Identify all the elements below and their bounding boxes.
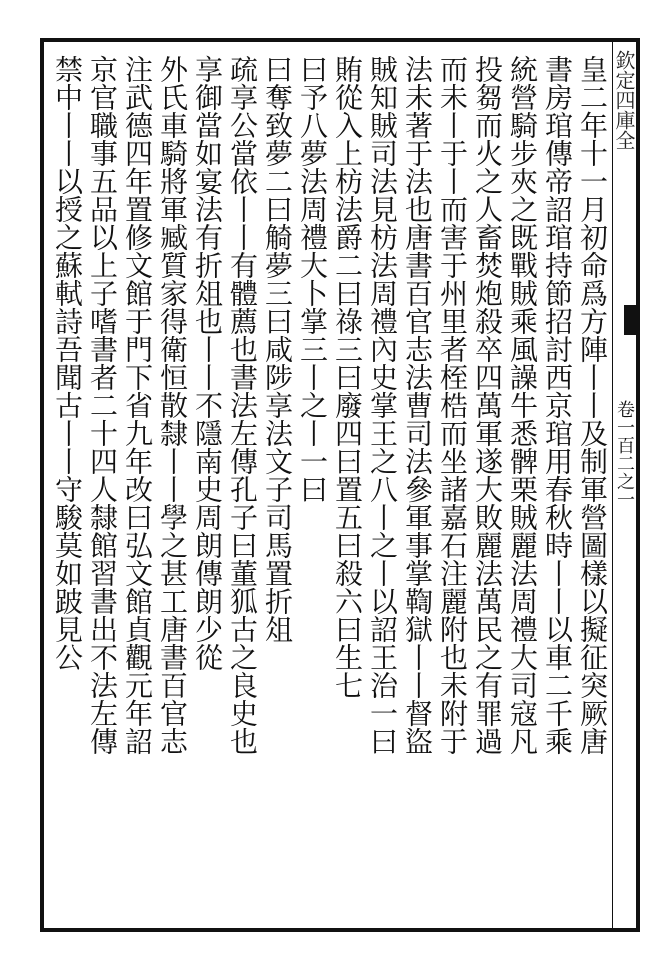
text-column-16: 禁中丨丨以授之蘇軾詩吾聞古丨丨守駿莫如跛見公 bbox=[51, 55, 84, 671]
text-column-13: 外氏車騎將軍臧質家得衛恒散隸丨丨學之甚工唐書百官志 bbox=[156, 55, 189, 755]
text-column-6: 法未著于法也唐書百官志法曹司法參軍事掌鞫獄丨丨督盜 bbox=[401, 55, 434, 755]
frame-left-rule bbox=[40, 38, 44, 932]
text-column-15: 京官職事五品以上子嗜書者二十四人隸館習書出不法左傳 bbox=[86, 55, 119, 755]
text-column-8: 賄從入上枋法爵二曰祿三曰廢四曰置五曰殺六曰生七 bbox=[331, 55, 364, 699]
margin-top-text: 欽定四庫全 bbox=[612, 50, 636, 150]
fishtail-mark bbox=[624, 305, 638, 335]
frame-top-rule bbox=[40, 38, 640, 42]
text-column-3: 統營騎步夾之既戰賊乘風譟牛悉髀栗賊麗法周禮大司寇凡 bbox=[506, 55, 539, 755]
text-column-10: 曰奪致夢二曰觭夢三曰咸陟享法文子司馬置折俎 bbox=[261, 55, 294, 643]
volume-label: 卷一百二之一 bbox=[614, 400, 635, 508]
text-column-2: 書房琯傳帝詔琯持節招討西京琯用春秋時丨丨以車二千乘 bbox=[541, 55, 574, 755]
text-column-11: 疏享公當依丨丨有體薦也書法左傳孔子曰董狐古之良史也 bbox=[226, 55, 259, 755]
text-column-7: 賊知賊司法見枋法周禮內史掌王之八丨之丨以詔王治一曰 bbox=[366, 55, 399, 755]
text-column-5: 而未丨于丨而害于州里者桎梏而坐諸嘉石注麗附也未附于 bbox=[436, 55, 469, 755]
text-column-9: 曰予八夢法周禮大卜掌三丨之丨一曰 bbox=[296, 55, 329, 503]
text-column-1: 皇二年十一月初命爲方陣丨丨及制軍營圖樣以擬征突厥唐 bbox=[576, 55, 609, 755]
text-column-4: 投芻而火之人畜焚炮殺卒四萬軍遂大敗麗法萬民之有罪過 bbox=[471, 55, 504, 755]
frame-bottom-rule bbox=[40, 928, 640, 932]
text-column-12: 享御當如宴法有折俎也丨丨不隱南史周朗傳朗少從 bbox=[191, 55, 224, 671]
text-column-14: 注武德四年置修文館于門下省九年改曰弘文館貞觀元年詔 bbox=[121, 55, 154, 755]
